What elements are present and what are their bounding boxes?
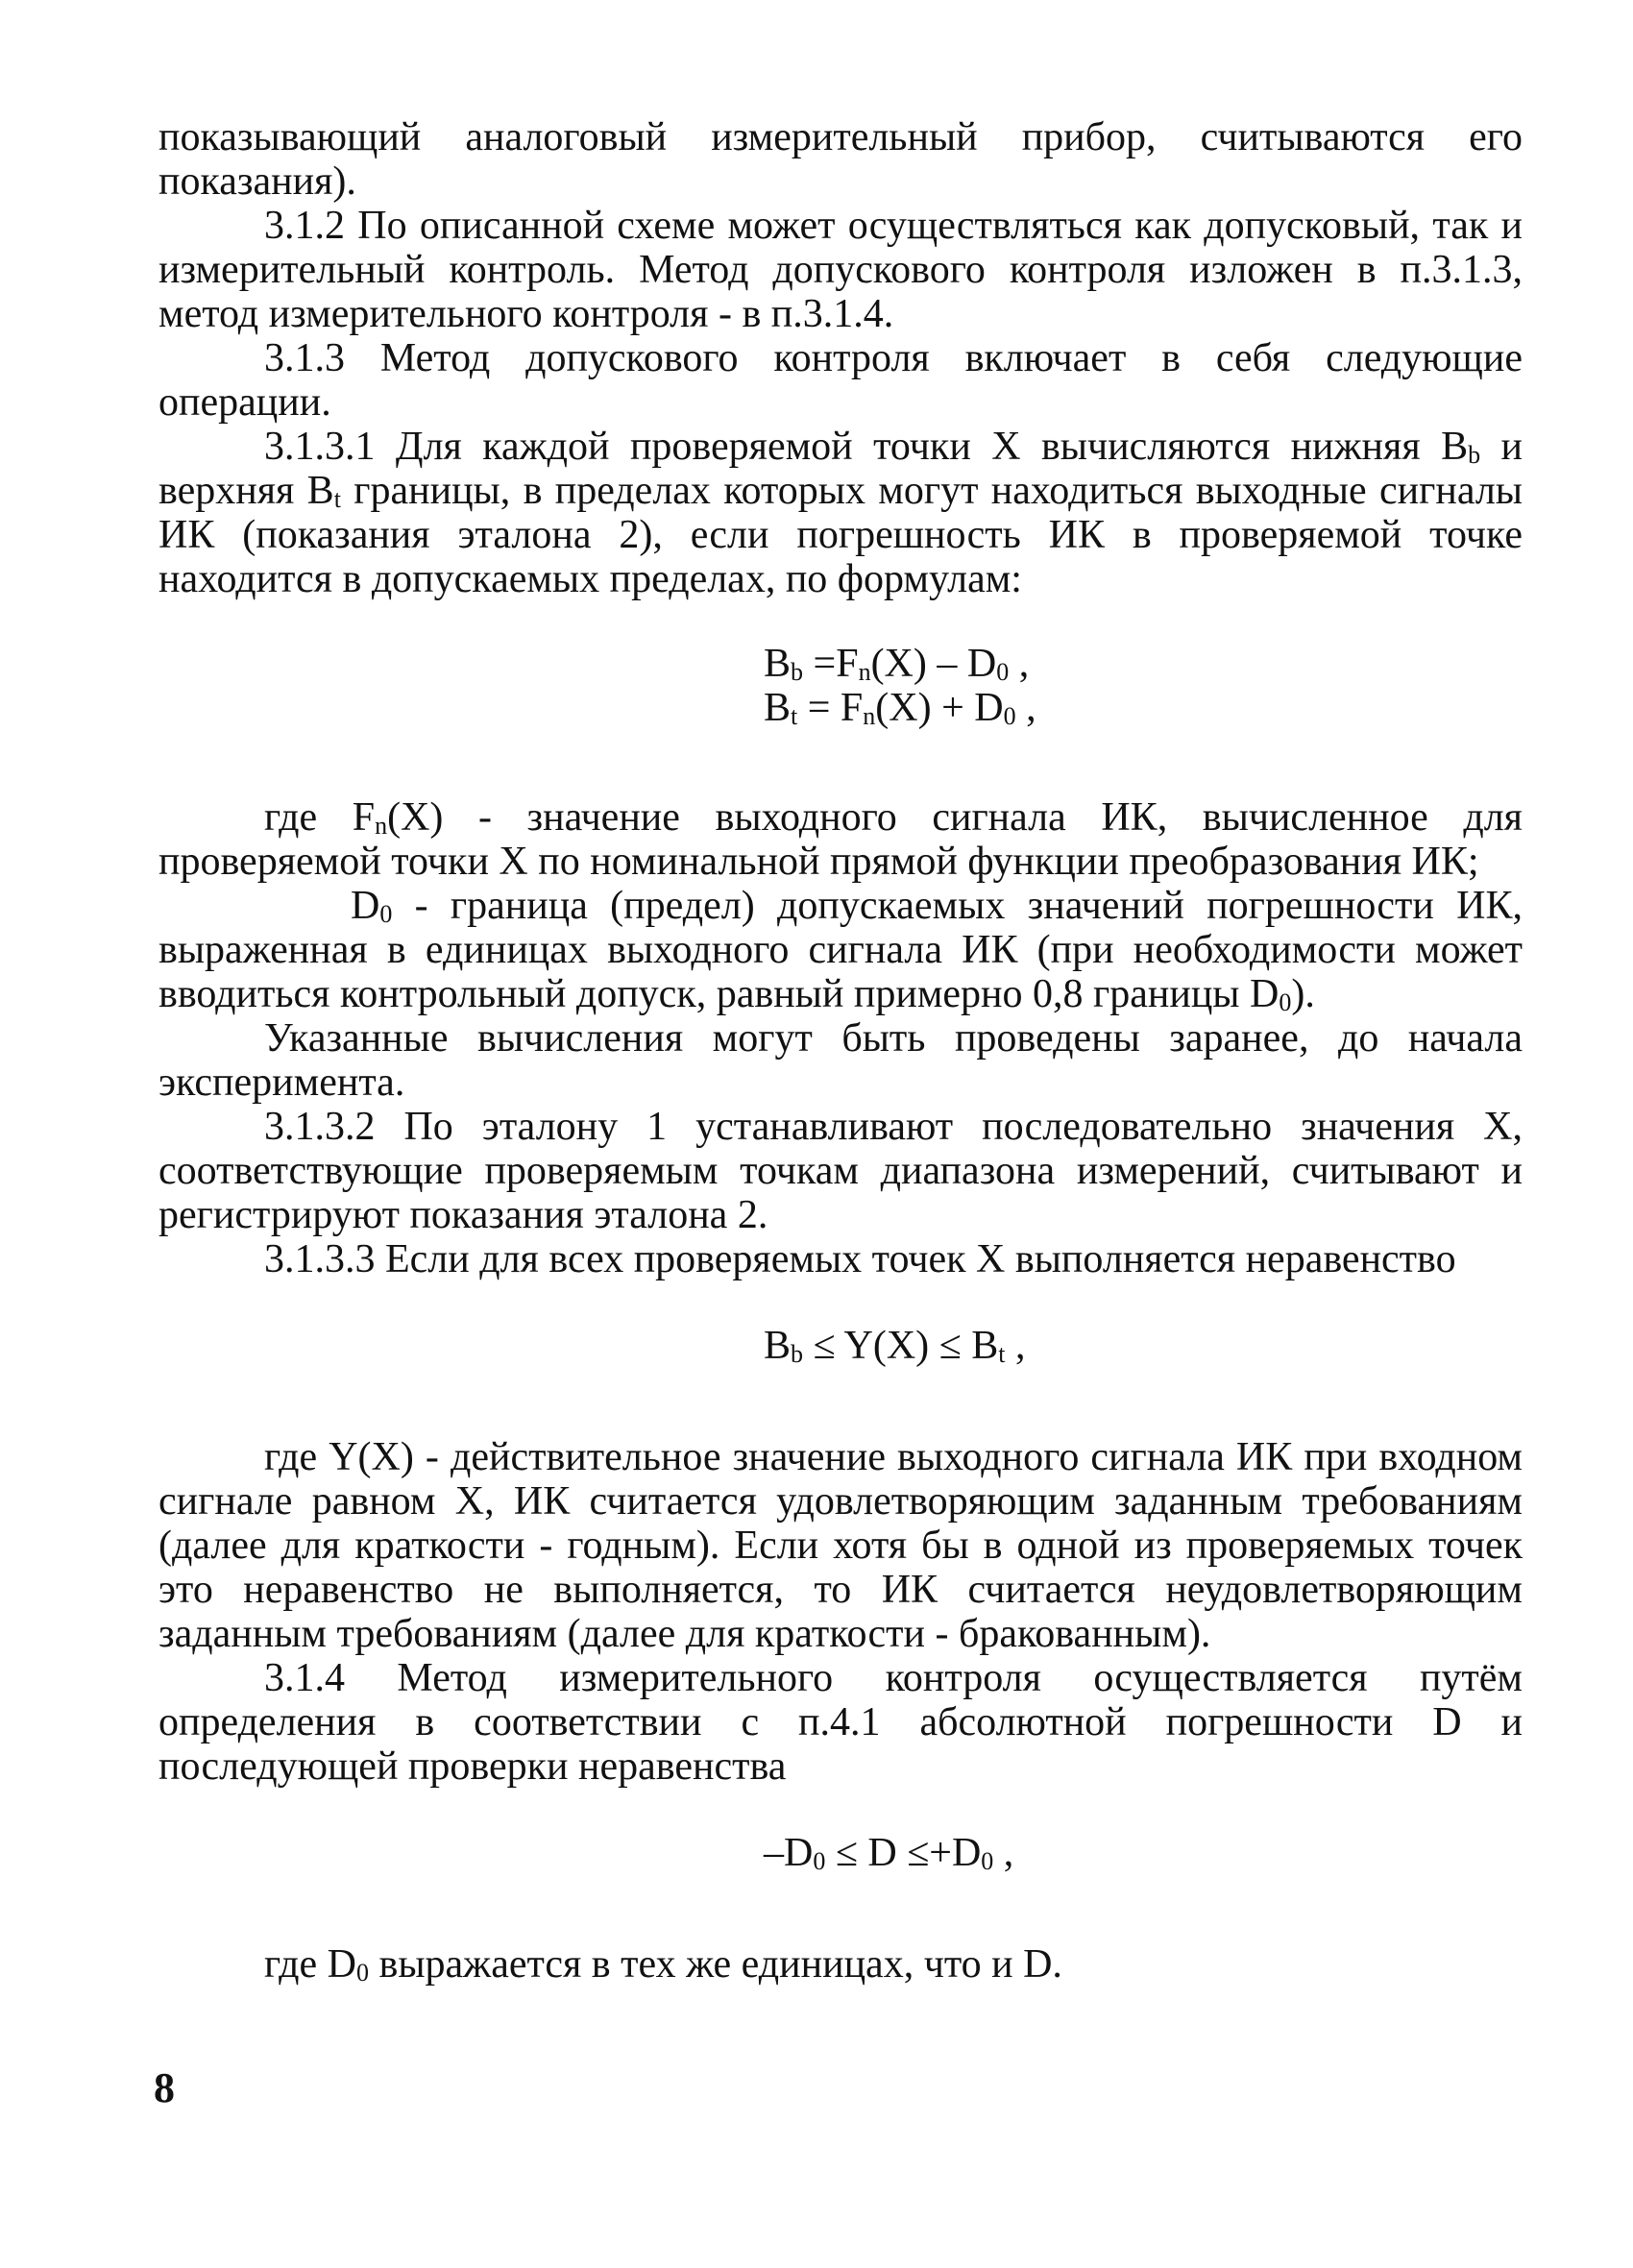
formula-part: B: [764, 686, 792, 730]
formula-part: ≤ D ≤+D: [825, 1831, 982, 1875]
subscript: 0: [813, 1847, 826, 1875]
formula-part: (X) + D: [875, 686, 1004, 730]
paragraph-d0-units: [158, 1942, 1523, 1987]
text-segment: и верхняя B: [158, 425, 1523, 513]
subscript: t: [791, 702, 798, 730]
paragraph-fn-definition: [158, 795, 1523, 884]
paragraph-3-1-3: 3.1.3 Метод допускового контроля включает в себя следующие операции.: [158, 336, 1523, 425]
paragraph-yx-definition: где Y(X) - действительное значение выходного сигнала ИК при входном сигнале равном X, ИК считается удовлетворяющим заданным требованиям (далее для краткости - годным). Если хотя бы в одной из проверяемых точек это неравенство не выполняется, то ИК считается неудовлетворяющим заданным требованиям (далее для краткости - бракованным).: [158, 1435, 1523, 1656]
paragraph-d0-definition: [158, 884, 1523, 1016]
text-segment: 3.1.3.1 Для каждой проверяемой точки X вычисляются нижняя B: [264, 425, 1469, 469]
subscript: b: [791, 1340, 804, 1368]
formula-part: =F: [803, 642, 859, 686]
formula-lower-bound: [764, 642, 1523, 686]
paragraph-3-1-2: 3.1.2 По описанной схеме может осуществляться как допусковый, так и измерительный контроль. Метод допускового контроля изложен в п.3.1.3, метод измерительного контроля - в п.3.1.4.: [158, 204, 1523, 336]
formula-part: ,: [1015, 686, 1036, 730]
subscript: b: [1468, 441, 1481, 469]
text-segment: выражается в тех же единицах, что и D.: [368, 1942, 1062, 1987]
subscript: 0: [355, 1959, 369, 1987]
formula-part: ,: [1009, 642, 1030, 686]
page-number: 8: [154, 2064, 175, 2111]
paragraph-calculations-note: Указанные вычисления могут быть проведены заранее, до начала эксперимента.: [158, 1016, 1523, 1105]
document-page: [158, 115, 1523, 1987]
subscript: t: [998, 1340, 1006, 1368]
formula-upper-bound: [764, 686, 1523, 730]
subscript: 0: [981, 1847, 994, 1875]
subscript: 0: [379, 900, 393, 928]
paragraph-continuation: показывающий аналоговый измерительный прибор, считываются его показания).: [158, 115, 1523, 204]
text-segment: границы, в пределах которых могут находиться выходные сигналы ИК (показания эталона 2), если погрешность ИК в проверяемой точке находится в допускаемых пределах, по формулам:: [158, 469, 1523, 601]
formula-part: B: [764, 1324, 792, 1368]
formula-part: (X) – D: [870, 642, 997, 686]
subscript: n: [863, 702, 876, 730]
text-segment: где D: [264, 1942, 356, 1987]
paragraph-3-1-4: 3.1.4 Метод измерительного контроля осуществляется путём определения в соответствии с п.4.1 абсолютной погрешности D и последующей проверки неравенства: [158, 1656, 1523, 1789]
formula-part: ≤ Y(X) ≤ B: [803, 1324, 999, 1368]
text-segment: где F: [264, 795, 376, 840]
formula-part: = F: [797, 686, 864, 730]
paragraph-3-1-3-2: 3.1.3.2 По эталону 1 устанавливают последовательно значения X, соответствующие проверяемым точкам диапазона измерений, считывают и регистрируют показания эталона 2.: [158, 1105, 1523, 1237]
subscript: t: [333, 485, 341, 513]
subscript: n: [375, 812, 388, 840]
formula-part: ,: [1005, 1324, 1026, 1368]
subscript: n: [858, 658, 871, 686]
text-segment: (X) - значение выходного сигнала ИК, вычисленное для проверяемой точки X по номинальной прямой функции преобразования ИК;: [158, 795, 1523, 884]
text-segment: ).: [1291, 972, 1315, 1016]
text-segment: D: [351, 884, 380, 928]
formula-bounds: [158, 642, 1523, 730]
paragraph-3-1-3-3: 3.1.3.3 Если для всех проверяемых точек X выполняется неравенство: [264, 1237, 1456, 1281]
formula-inequality: [764, 1324, 1523, 1368]
formula-part: ,: [993, 1831, 1014, 1875]
subscript: b: [791, 658, 804, 686]
formula-part: B: [764, 642, 792, 686]
formula-part: –D: [764, 1831, 814, 1875]
text-segment: - граница (предел) допускаемых значений погрешности ИК, выраженная в единицах выходного сигнала ИК (при необходимости может вводиться контрольный допуск, равный примерно 0,8 границы D: [158, 884, 1523, 1016]
formula-error-check: [764, 1831, 1523, 1875]
subscript: 0: [996, 658, 1010, 686]
paragraph-3-1-3-1: [158, 425, 1523, 601]
subscript: 0: [1003, 702, 1016, 730]
subscript: 0: [1279, 988, 1292, 1016]
